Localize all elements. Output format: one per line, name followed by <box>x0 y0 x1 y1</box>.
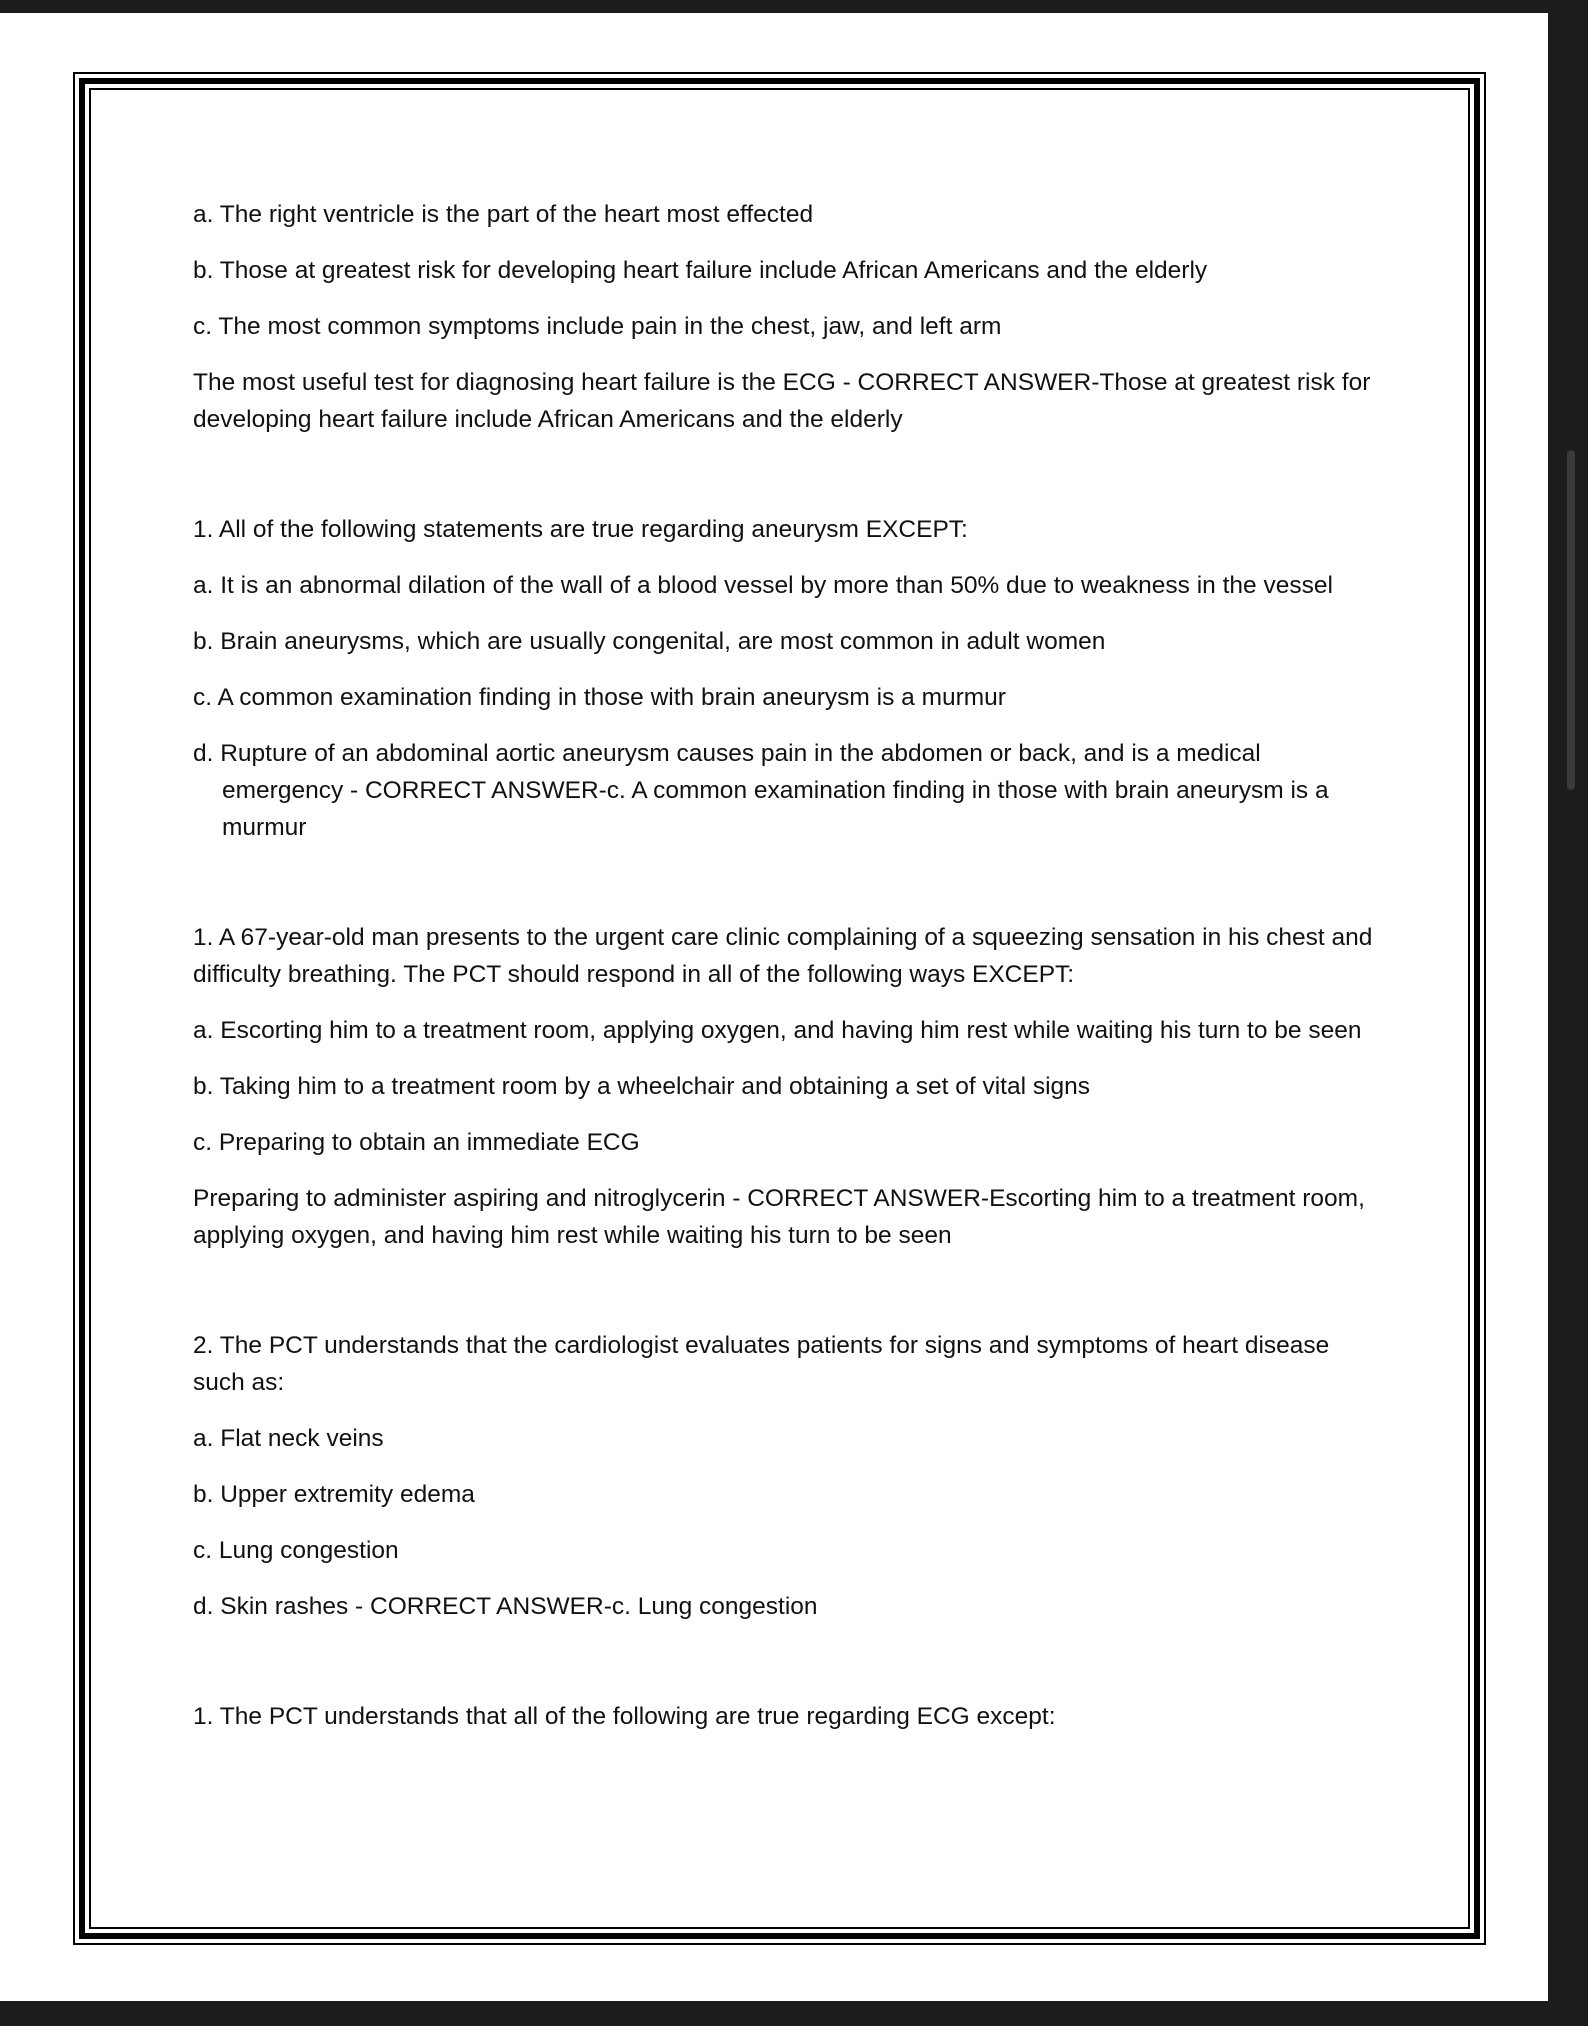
document-content <box>193 196 1373 1754</box>
answer-option: a. Escorting him to a treatment room, applying oxygen, and having him rest while waiting his turn to be seen <box>193 1017 1362 1044</box>
answer-option: b. Upper extremity edema <box>193 1481 475 1508</box>
answer-option: a. The right ventricle is the part of the heart most effected <box>193 201 814 228</box>
answer-option: b. Those at greatest risk for developing heart failure include African Americans and the elderly <box>193 257 1208 284</box>
answer-option: a. Flat neck veins <box>193 1425 384 1452</box>
answer-option: c. The most common symptoms include pain in the chest, jaw, and left arm <box>193 313 1002 340</box>
answer-option: d. Skin rashes - CORRECT ANSWER-c. Lung congestion <box>193 1593 818 1620</box>
question-text: 1. All of the following statements are true regarding aneurysm EXCEPT: <box>193 516 968 543</box>
answer-option: c. A common examination finding in those with brain aneurysm is a murmur <box>193 684 1006 711</box>
question-text: 2. The PCT understands that the cardiologist evaluates patients for signs and symptoms of heart disease such as: <box>193 1332 1330 1396</box>
section-gap <box>193 1644 1373 1698</box>
answer-option: c. Lung congestion <box>193 1537 399 1564</box>
answer-option: a. It is an abnormal dilation of the wall of a blood vessel by more than 50% due to weakness in the vessel <box>193 572 1333 599</box>
answer-option: c. Preparing to obtain an immediate ECG <box>193 1129 640 1156</box>
answer-option: b. Taking him to a treatment room by a wheelchair and obtaining a set of vital signs <box>193 1073 1091 1100</box>
section-gap <box>193 1273 1373 1327</box>
answer-option: b. Brain aneurysms, which are usually congenital, are most common in adult women <box>193 628 1106 655</box>
answer-option: d. Rupture of an abdominal aortic aneurysm causes pain in the abdomen or back, and is a medical emergency - CORRECT ANSWER-c. A common examination finding in those with brain aneurysm is a murmur <box>193 740 1329 841</box>
section-gap <box>193 457 1373 511</box>
document-page <box>0 13 1548 2001</box>
question-text: 1. A 67-year-old man presents to the urgent care clinic complaining of a squeezing sensation in his chest and difficulty breathing. The PCT should respond in all of the following ways EXCEPT: <box>193 924 1373 988</box>
vertical-scrollbar[interactable] <box>1567 450 1575 790</box>
section-gap <box>193 865 1373 919</box>
question-text: 1. The PCT understands that all of the following are true regarding ECG except: <box>193 1703 1056 1730</box>
question-text: Preparing to administer aspiring and nitroglycerin - CORRECT ANSWER-Escorting him to a treatment room, applying oxygen, and having him rest while waiting his turn to be seen <box>193 1185 1365 1249</box>
question-text: The most useful test for diagnosing heart failure is the ECG - CORRECT ANSWER-Those at greatest risk for developing heart failure include African Americans and the elderly <box>193 369 1371 433</box>
